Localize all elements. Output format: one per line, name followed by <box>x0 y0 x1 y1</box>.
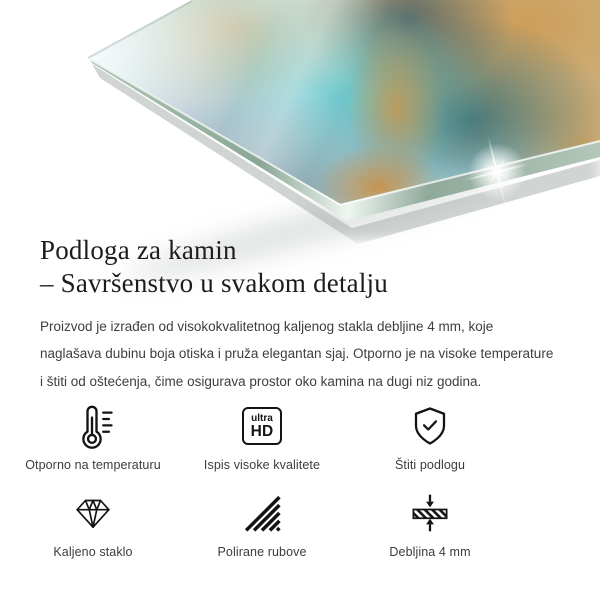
ultra-hd-badge-bottom: HD <box>250 422 274 440</box>
page-title <box>40 234 388 300</box>
feature-label: Polirane rubove <box>217 545 307 559</box>
shield-check-icon <box>345 400 515 452</box>
feature-print-quality <box>177 400 347 472</box>
diamond-icon <box>8 487 178 539</box>
polished-edges-icon <box>177 487 347 539</box>
feature-label: Debljina 4 mm <box>389 545 471 559</box>
product-hero-image <box>0 0 600 240</box>
feature-tempered-glass <box>8 487 178 559</box>
feature-polished-edges <box>177 487 347 559</box>
ultra-hd-icon <box>177 400 347 452</box>
thermometer-icon <box>8 400 178 452</box>
feature-label: Kaljeno staklo <box>53 545 133 559</box>
feature-label: Otporno na temperaturu <box>25 458 161 472</box>
product-description: Proizvod je izrađen od visokokvalitetnog kaljenog stakla debljine 4 mm, koje naglašava dubinu boja otiska i pruža elegantan sjaj. Otporno je na visoke temperature i štiti od oštećenja, čime osigurava prostor oko kamina na dugi niz godina. <box>40 319 554 389</box>
page-title-line1: Podloga za kamin <box>40 235 237 265</box>
ultra-hd-badge-top: ultra <box>251 412 273 424</box>
page-title-line2: – Savršenstvo u svakom detalju <box>40 268 388 298</box>
feature-protection <box>345 400 515 472</box>
feature-label: Štiti podlogu <box>394 458 466 472</box>
feature-label: Ispis visoke kvalitete <box>203 458 321 472</box>
feature-temperature <box>8 400 178 472</box>
thickness-icon <box>345 487 515 539</box>
feature-thickness <box>345 487 515 559</box>
